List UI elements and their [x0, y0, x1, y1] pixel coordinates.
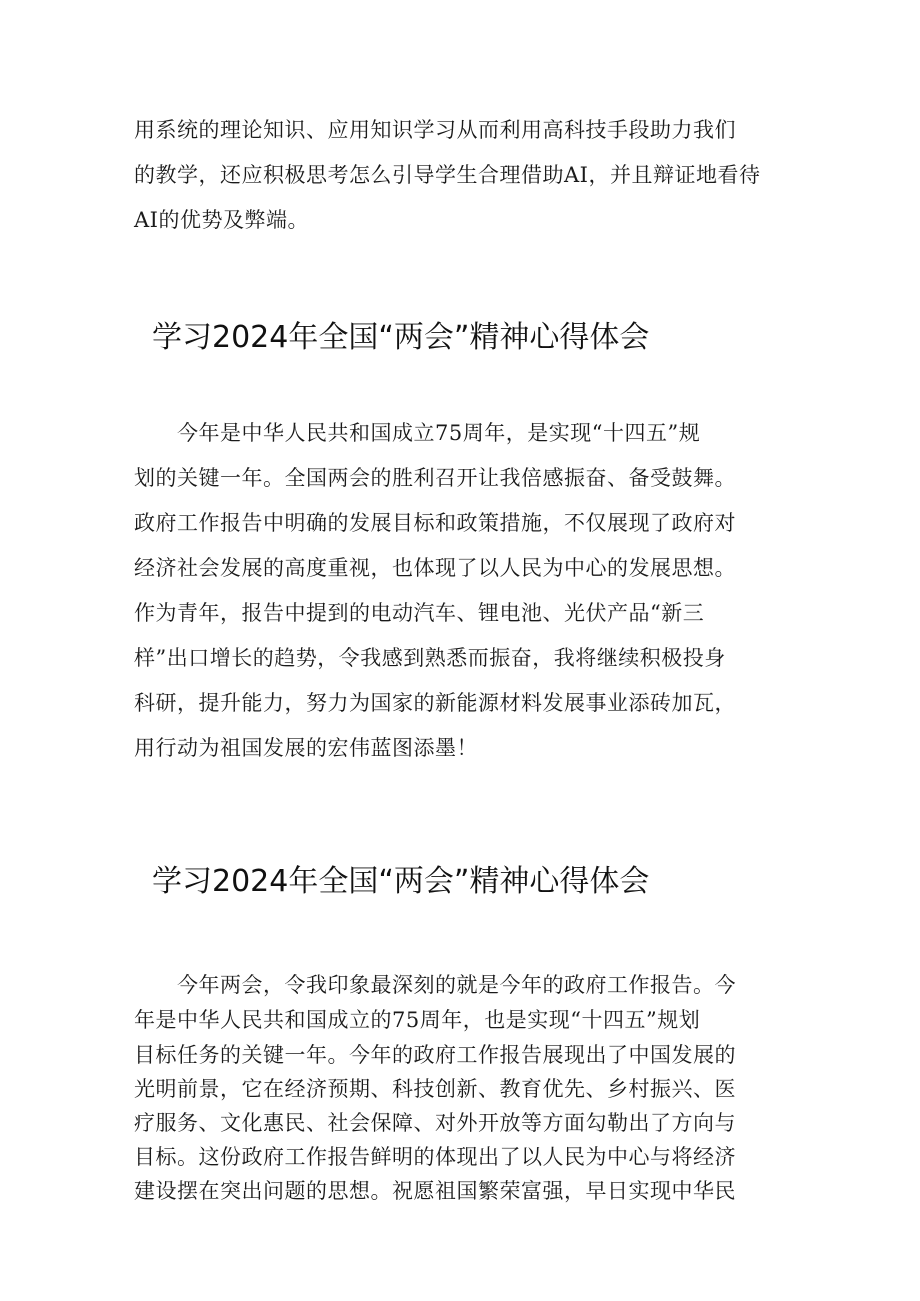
- section1-line-2: 划的关键一年。全国两会的胜利召开让我倍感振奋、备受鼓舞。: [134, 466, 736, 490]
- section2-line-3: 目标任务的关键一年。今年的政府工作报告展现出了中国发展的: [134, 1043, 736, 1067]
- section1-line-4: 经济社会发展的高度重视，也体现了以人民为中心的发展思想。: [134, 556, 736, 580]
- intro-line-2: 的教学，还应积极思考怎么引导学生合理借助AI，并且辩证地看待: [134, 163, 761, 187]
- section2-line-1: 今年两会，令我印象最深刻的就是今年的政府工作报告。今: [134, 973, 736, 997]
- section2-line-7: 建设摆在突出问题的思想。祝愿祖国繁荣富强，早日实现中华民: [134, 1179, 736, 1203]
- section1-line-3: 政府工作报告中明确的发展目标和政策措施，不仅展现了政府对: [134, 511, 736, 535]
- section2-line-6: 目标。这份政府工作报告鲜明的体现出了以人民为中心与将经济: [134, 1145, 736, 1169]
- section1-line-6: 样”出口增长的趋势，令我感到熟悉而振奋，我将继续积极投身: [134, 646, 726, 670]
- section1-line-8: 用行动为祖国发展的宏伟蓝图添墨！: [134, 736, 478, 760]
- section2-line-2: 年是中华人民共和国成立的75周年，也是实现“十四五”规划: [134, 1008, 701, 1032]
- section1-title: 学习2024年全国“两会”精神心得体会: [152, 320, 650, 355]
- intro-line-1: 用系统的理论知识、应用知识学习从而利用高科技手段助力我们: [134, 118, 736, 142]
- section2-line-4: 光明前景，它在经济预期、科技创新、教育优先、乡村振兴、医: [134, 1077, 736, 1101]
- section2-line-5: 疗服务、文化惠民、社会保障、对外开放等方面勾勒出了方向与: [134, 1111, 736, 1135]
- section1-line-7: 科研，提升能力，努力为国家的新能源材料发展事业添砖加瓦，: [134, 691, 736, 715]
- section1-line-1: 今年是中华人民共和国成立75周年，是实现“十四五”规: [134, 421, 701, 445]
- intro-line-3: AI的优势及弊端。: [134, 208, 309, 232]
- section2-title: 学习2024年全国“两会”精神心得体会: [152, 864, 650, 899]
- section1-line-5: 作为青年，报告中提到的电动汽车、锂电池、光伏产品“新三: [134, 601, 705, 625]
